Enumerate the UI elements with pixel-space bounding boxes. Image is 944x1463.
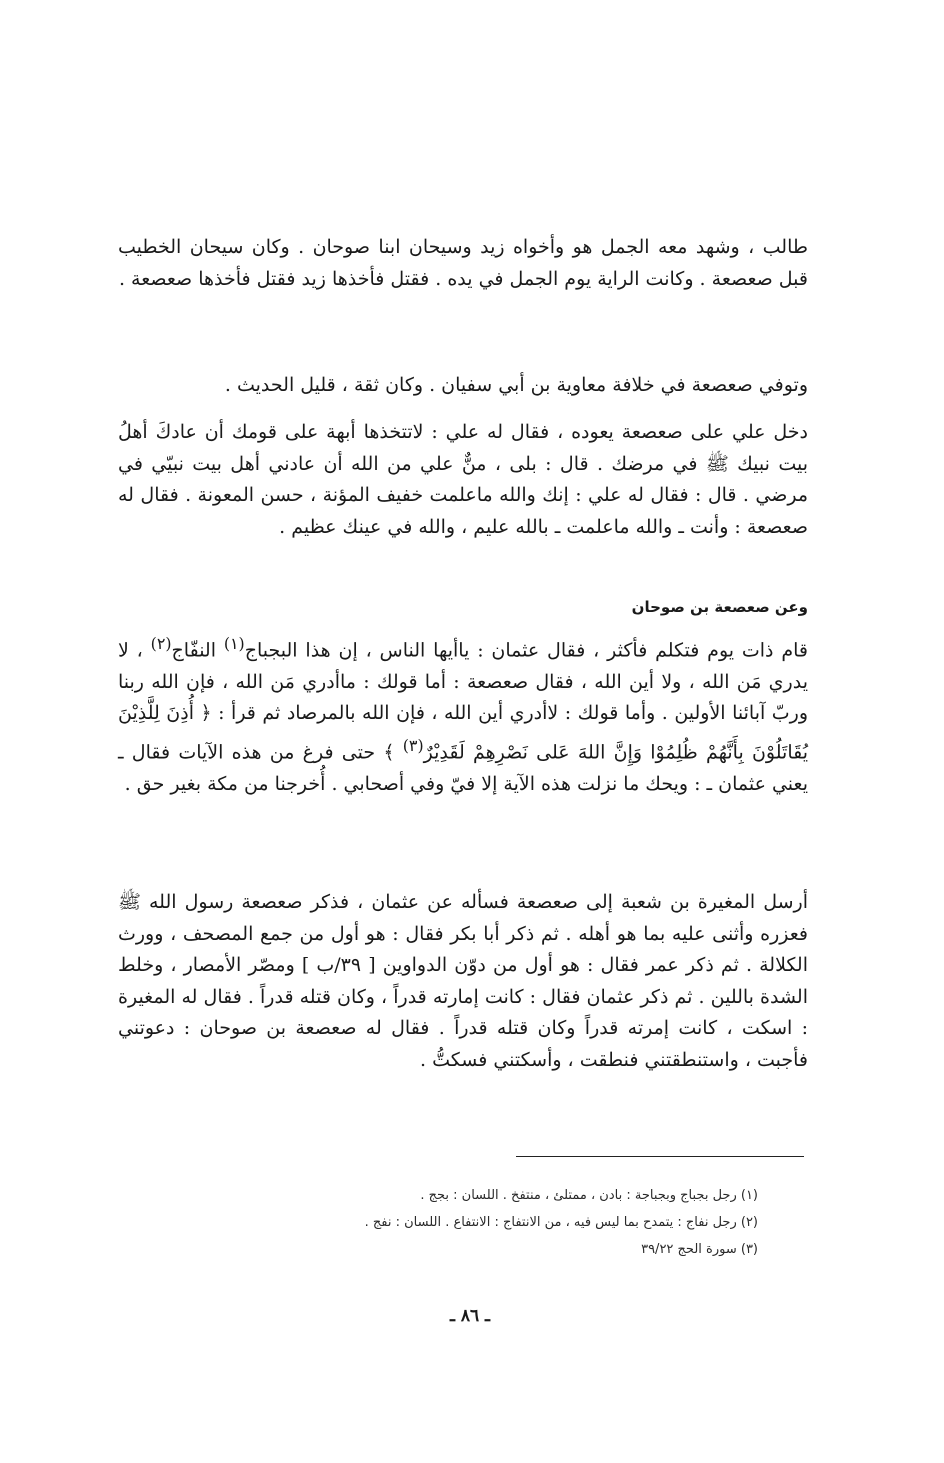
footnote-ref[interactable]: (١): [223, 634, 245, 653]
footnote-ref[interactable]: (٢): [150, 634, 172, 653]
paragraph-text: وتوفي صعصعة في خلافة معاوية بن أبي سفيان . وكان ثقة ، قليل الحديث .: [224, 374, 808, 396]
paragraph-text: [118, 628, 808, 800]
paragraph: [118, 417, 808, 543]
section-heading: وعن صعصعة بن صوحان: [631, 598, 808, 616]
paragraph-text: أرسل المغيرة بن شعبة إلى صعصعة فسأله عن عثمان ، فذكر صعصعة رسول الله ﷺ فعزره وأثنى عليه بما هو أهله . ثم ذكر أبا بكر فقال : هو أول من جمع المصحف ، وورث الكلالة . ثم ذكر عمر فقال : هو أول من دوّن الدواوين [ ٣٩/ب ] ومصّر الأمصار ، وخلط الشدة باللين . ثم ذكر عثمان فقال : كانت إمارته قدراً ، وكان قتله قدراً . فقال له المغيرة : اسكت ، كانت إمرته قدراً وكان قتله قدراً . فقال له صعصعة بن صوحان : دعوتني فأجبت ، واستنطقتني فنطقت ، وأسكتني فسكتُّ .: [118, 891, 808, 1071]
footnote-ref[interactable]: (٣): [402, 735, 424, 755]
footnote-divider: [516, 1156, 804, 1157]
paragraph: [118, 628, 808, 800]
paragraph-text: دخل علي على صعصعة يعوده ، فقال له علي : لاتتخذها أبهة على قومك أن عادكَ أهلُ بيت نبيك ﷺ في مرضك . قال : بلى ، منٌّ علي من الله أن عادني أهل بيت نبيّي في مرضي . قال : فقال له علي : إنك والله ماعلمت خفيف المؤنة ، حسن المعونة . فقال له صعصعة : وأنت ـ والله ماعلمت ـ بالله عليم ، والله في عينك عظيم .: [118, 421, 808, 538]
paragraph: [118, 232, 808, 295]
text-span: قام ذات يوم فتكلم فأكثر ، فقال عثمان : ياأيها الناس ، إن هذا البجباج: [244, 639, 808, 662]
footnote: (٣) سورة الحج ٣٩/٢٢: [641, 1242, 758, 1257]
paragraph: [118, 887, 808, 1076]
footnotes: [365, 1182, 758, 1263]
footnote: (٢) رجل نفاج : يتمدح بما ليس فيه ، من الانتفاج : الانتفاع . اللسان : نفج .: [364, 1215, 758, 1230]
text-span: ، لا يدري مَن الله ، ولا أين الله ، فقال صعصعة : أما قولك : ماأدري مَن الله ، فإن الله ربنا وربّ آبائنا الأولين . وأما قولك : لاأدري أين الله ، فإن الله بالمرصاد ثم قرأ : ﴿ أُذِنَ لِلَّذِيْنَ يُقَاتَلُوْنَ بِأَنَّهُمْ ظُلِمُوْا وَإِنَّ اللهَ عَلى نَصْرِهِمْ لَقَدِيْرٌ: [118, 639, 809, 764]
footnote: (١) رجل بجباج وبجباجة : بادن ، ممتلئ ، منتفخ . اللسان : بجج .: [420, 1188, 758, 1203]
text-span: ﴾ حتى فرغ من هذه الآيات فقال ـ يعني عثمان ـ : ويحك ما نزلت هذه الآية إلا فيّ وفي أصحابي . أُخرجنا من مكة بغير حق .: [118, 741, 808, 795]
page-number: ـ ٨٦ ـ: [449, 1306, 491, 1326]
paragraph: [118, 370, 808, 402]
paragraph-text: طالب ، وشهد معه الجمل هو وأخواه زيد وسيحان ابنا صوحان . وكان سيحان الخطيب قبل صعصعة . وكانت الراية يوم الجمل في يده . فقتل فأخذها زيد فقتل فأخذها صعصعة .: [118, 236, 808, 290]
text-span: النفّاج: [171, 639, 224, 662]
